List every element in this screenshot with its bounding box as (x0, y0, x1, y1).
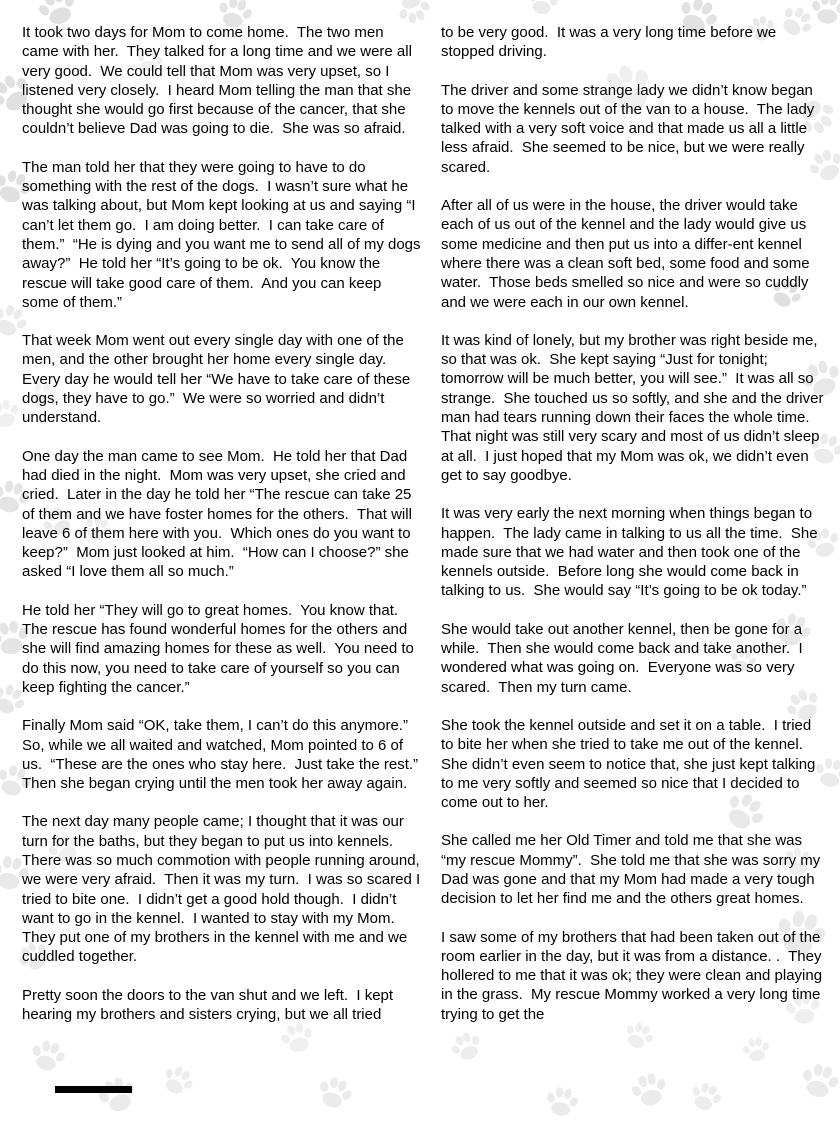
story-paragraph: Finally Mom said “OK, take them, I can’t do this anymore.” So, while we all waited and watched, Mom pointed to 6 of us. “These are the ones who stay here. Just take the rest.” Then she began crying until the men took her away again. (22, 717, 431, 793)
paw-print-icon (683, 1073, 729, 1119)
paw-print-icon (153, 1055, 202, 1104)
story-paragraph: It was very early the next morning when things began to happen. The lady came in talking to us all the time. She made sure that we had water and then took one of the kennels outside. Before long she would come back in talking to us. She would say “It’s going to be ok today.” (441, 505, 822, 600)
story-paragraph: The man told her that they were going to have to do something with the rest of the dogs. I wasn’t sure what he was talking about, but Mom kept looking at us and saying “I can’t let them go. I am doing better. I can take care of them.” “He is dying and you want me to send all of my dogs away?” He told her “It’s going to be ok. You know the rescue will take good care of them. And you can keep some of them.” (22, 158, 425, 311)
story-paragraph: One day the man came to see Mom. He told her that Dad had died in the night. Mom was very upset, she cried and cried. Later in the day he told her “The rescue can take 25 of them and we have foster homes for the others. That will leave 6 of them here with you. Which ones do you want to keep?” Mom just looked at him. “How can I choose?” she asked “I love them all so much.” (22, 447, 417, 581)
right-column (441, 23, 828, 1043)
paw-print-icon (540, 1079, 584, 1123)
story-paragraph: The driver and some strange lady we didn’t know began to move the kennels out of the van to a house. The lady talked with a very soft voice and that made us all a little less afraid. She seemed to be nice, but we were really scared. (441, 81, 819, 176)
story-paragraph: She would take out another kennel, then be gone for a while. Then she would come back and take another. I wondered what was going on. Everyone was so very scared. Then my turn came. (441, 620, 807, 696)
paw-print-icon (522, 0, 564, 21)
paw-print-icon (89, 1066, 145, 1122)
story-paragraph: She called me her Old Timer and told me that she was “my rescue Mommy”. She told me that she was sorry my Dad was gone and that my Mom had made a very tough decision to let her find me and the others great homes. (441, 832, 825, 908)
story-paragraph: It took two days for Mom to come home. The two men came with her. They talked for a long time and we were all very good. We could tell that Mom was very upset, so I listened very closely. I heard Mom telling the man that she thought she would go first because of the cancer, that she couldn’t believe Dad was going to die. She was so afraid. (22, 24, 417, 138)
paw-print-icon (309, 1066, 360, 1117)
story-paragraph: I saw some of my brothers that had been taken out of the room earlier in the day, but it was from a distance. . They hollered to me that it was ok; they were clean and playing in the grass. My rescue Mommy worked a very long time trying to get the (441, 928, 827, 1023)
paw-print-icon (623, 1063, 674, 1114)
story-paragraph: to be very good. It was a very long time before we stopped driving. (441, 24, 781, 61)
story-paragraph: The next day many people came; I thought that it was our turn for the baths, but they began to put us into kennels. There was so much commotion with people running around, we were very afraid. Then it was my turn. I was so scared I tried to bite one. I didn’t get a good hold though. I didn’t want to go in the kennel. I wanted to stay with my Mom. They put one of my brothers in the kennel with me and we cuddled together. (22, 813, 425, 966)
story-paragraph: That week Mom went out every single day with one of the men, and the other brought her home every single day. Every day he would tell her “We have to take care of these dogs, they have to go.” We were so worried and didn’t understand. (22, 332, 415, 427)
paw-print-icon (793, 1053, 840, 1107)
story-paragraph: It was kind of lonely, but my brother was right beside me, so that was ok. She kept saying “Just for tonight; tomorrow will be much better, you will see.” It was all so strange. She touched us so softly, and she and the driver man had tears running down their faces the whole time. That night was still very scary and most of us didn’t sleep at all. I just hoped that my Mom was ok, we didn’t even get to say goodbye. (441, 331, 828, 484)
left-column (22, 23, 431, 1043)
story-paragraph: He told her “They will go to great homes. You know that. The rescue has found wonderful homes for the others and she will find amazing homes for these as well. You need to do this now, you need to take care of yourself so you can keep fighting the cancer.” (22, 601, 419, 696)
story-paragraph: She took the kennel outside and set it on a table. I tried to bite her when she tried to take me out of the kennel. She didn’t even seem to notice that, she just kept talking to me very softly and seemed so nice that I decided to come out to her. (441, 716, 820, 812)
story-page (22, 23, 828, 1043)
story-paragraph: After all of us were in the house, the driver would take each of us out of the kennel and the lady would give us some medicine and then put us into a differ-ent kennel where there was a clean soft bed, some food and some water. Those beds smelled so nice and were so cuddly and we were each in our own kennel. (441, 197, 814, 311)
scan-artifact-bar (55, 1086, 132, 1093)
story-paragraph: Pretty soon the doors to the van shut and we left. I kept hearing my brothers and sisters crying, but we all tried (22, 986, 398, 1024)
